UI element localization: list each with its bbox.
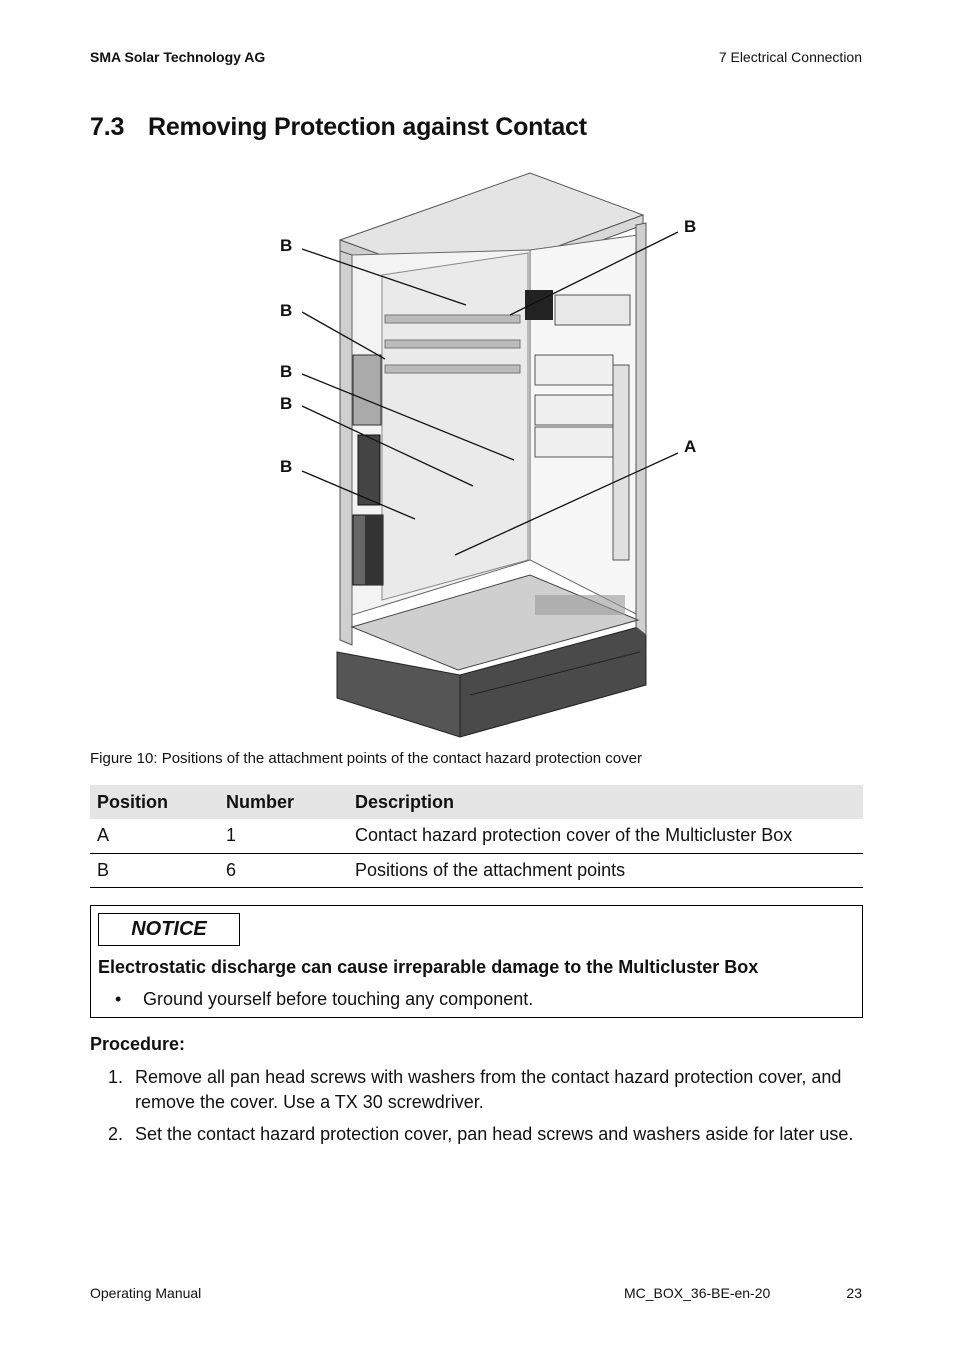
notice-box <box>90 905 863 1018</box>
notice-bullet-item <box>115 989 533 1010</box>
header-company: SMA Solar Technology AG <box>90 49 266 65</box>
table-cell-description: Contact hazard protection cover of the Multicluster Box <box>348 819 863 853</box>
procedure-step <box>108 1065 855 1115</box>
cabinet-figure <box>270 165 710 745</box>
table-header-row <box>90 785 863 819</box>
table-cell-number: 6 <box>219 853 348 887</box>
procedure-step <box>108 1122 855 1147</box>
callout-b-6: B <box>684 217 697 236</box>
table-cell-position: A <box>90 819 219 853</box>
callout-b-4: B <box>280 394 293 413</box>
figure-caption: Figure 10: Positions of the attachment points of the contact hazard protection cover <box>90 750 642 767</box>
footer-page-number: 23 <box>846 1285 862 1301</box>
table-row <box>90 853 863 887</box>
footer-doc-id: MC_BOX_36-BE-en-20 <box>624 1285 771 1301</box>
column-header-number: Number <box>219 785 348 819</box>
positions-table <box>90 785 863 888</box>
step-number: 2. <box>108 1124 124 1144</box>
cabinet-illustration <box>270 165 710 745</box>
section-title-text: Removing Protection against Contact <box>148 113 587 141</box>
section-number: 7.3 <box>90 113 125 141</box>
step-text: Remove all pan head screws with washers from the contact hazard protection cover, and remove the cover. Use a TX 30 screwdriver. <box>135 1067 842 1112</box>
bullet-icon: • <box>115 989 122 1009</box>
callout-b-1: B <box>280 236 293 255</box>
table-cell-number: 1 <box>219 819 348 853</box>
procedure-title: Procedure: <box>90 1034 186 1054</box>
column-header-position: Position <box>90 785 219 819</box>
callout-b-5: B <box>280 457 293 476</box>
header-chapter: 7 Electrical Connection <box>718 49 862 65</box>
step-text: Set the contact hazard protection cover, pan head screws and washers aside for later use. <box>135 1124 854 1144</box>
notice-bullet-text: Ground yourself before touching any component. <box>143 989 534 1009</box>
column-header-description: Description <box>348 785 863 819</box>
section-title <box>90 113 587 142</box>
step-number: 1. <box>108 1067 124 1087</box>
notice-heading: Electrostatic discharge can cause irreparable damage to the Multicluster Box <box>98 957 759 977</box>
table-cell-position: B <box>90 853 219 887</box>
table-cell-description: Positions of the attachment points <box>348 853 863 887</box>
callout-b-3: B <box>280 362 293 381</box>
callout-a: A <box>684 437 697 456</box>
notice-label: NOTICE <box>98 913 240 946</box>
callout-b-2: B <box>280 301 293 320</box>
table-row <box>90 819 863 853</box>
footer-manual: Operating Manual <box>90 1285 202 1301</box>
